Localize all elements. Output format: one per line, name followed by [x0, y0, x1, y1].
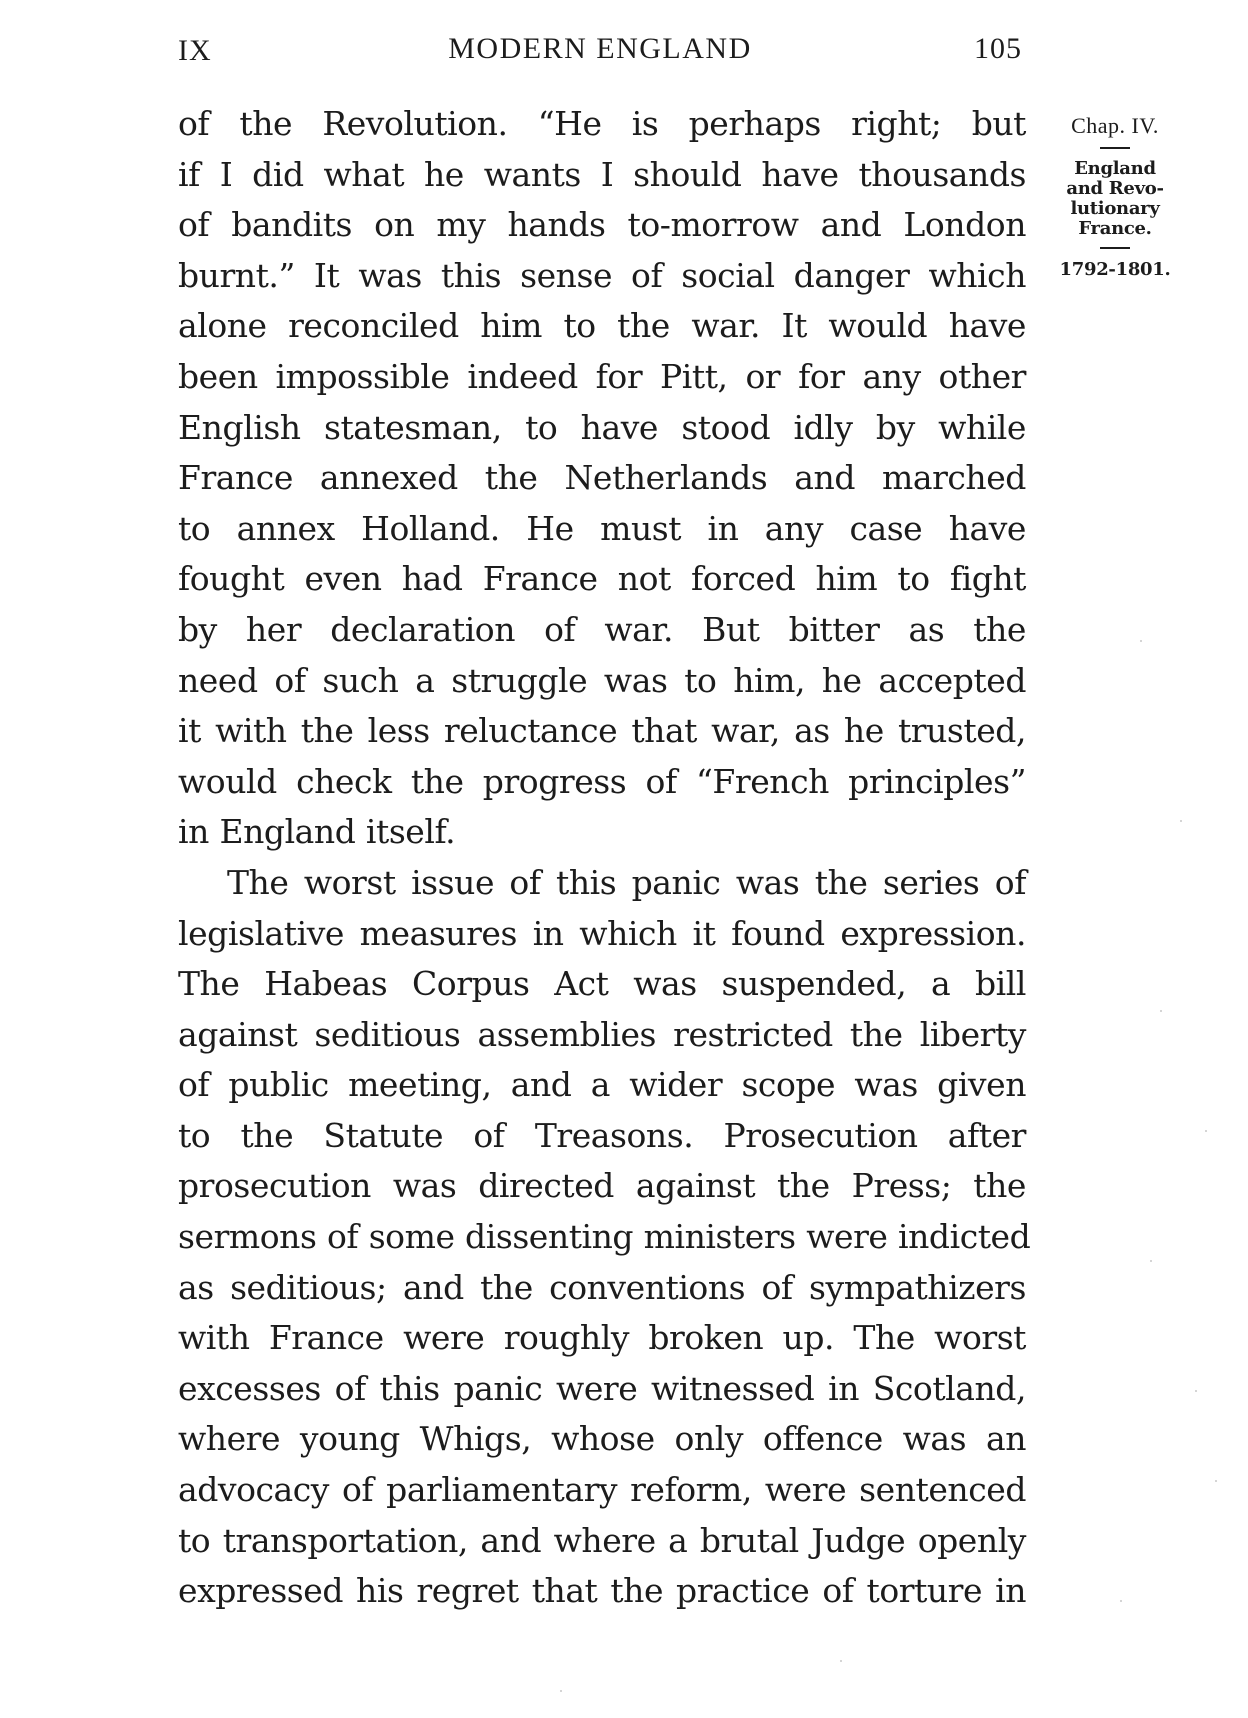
running-head	[178, 26, 1022, 70]
sidenote-rule	[1100, 147, 1130, 149]
sidenote-rule	[1100, 247, 1130, 249]
scan-speckle	[1180, 820, 1182, 822]
sidenote-dates: 1792-1801.	[1059, 259, 1171, 280]
text-line: it with the less reluctance that war, as he trusted,	[178, 711, 1026, 751]
text-line: against seditious assemblies restricted the liberty	[178, 1014, 1026, 1054]
text-line: by her declaration of war. But bitter as the	[178, 609, 1026, 649]
scan-speckle	[560, 1690, 562, 1692]
text-line: where young Whigs, whose only offence was an	[178, 1419, 1026, 1459]
text-line: English statesman, to have stood idly by while	[178, 407, 1026, 447]
text-line: excesses of this panic were witnessed in Scotland,	[178, 1368, 1026, 1408]
text-line: to the Statute of Treasons. Prosecution after	[178, 1115, 1026, 1155]
text-line: advocacy of parliamentary reform, were sentenced	[178, 1470, 1026, 1510]
text-line: legislative measures in which it found expression.	[178, 913, 1026, 953]
text-line: need of such a struggle was to him, he accepted	[178, 660, 1026, 700]
text-line: been impossible indeed for Pitt, or for any other	[178, 356, 1026, 396]
scan-speckle	[1215, 1480, 1217, 1482]
text-line: in England itself.	[178, 812, 456, 852]
body-text	[178, 99, 1031, 1617]
running-head-title: MODERN ENGLAND	[448, 32, 752, 65]
scan-speckle	[1205, 1130, 1207, 1132]
text-line: expressed his regret that the practice of torture in	[178, 1571, 1026, 1611]
text-line: to transportation, and where a brutal Judge openly	[178, 1520, 1026, 1560]
text-line: fought even had France not forced him to fight	[178, 559, 1026, 599]
sidenote-topic-line: lutionary	[1070, 198, 1160, 219]
sidenote-topic-line: and Revo-	[1066, 178, 1164, 199]
text-line: of public meeting, and a wider scope was given	[178, 1065, 1026, 1105]
text-line: of bandits on my hands to-morrow and London	[178, 205, 1026, 245]
scan-speckle	[1120, 1600, 1122, 1602]
marginal-sidenote	[1050, 113, 1180, 281]
scan-speckle	[1160, 1010, 1162, 1012]
text-line: sermons of some dissenting ministers were indicted	[178, 1217, 1031, 1257]
text-line: The Habeas Corpus Act was suspended, a bill	[178, 964, 1026, 1004]
text-line: burnt.” It was this sense of social danger which	[178, 255, 1026, 295]
scan-speckle	[840, 1660, 842, 1662]
text-line: alone reconciled him to the war. It would have	[178, 306, 1026, 346]
text-line: of the Revolution. “He is perhaps right; but	[178, 104, 1026, 143]
sidenote-chapter: Chap. IV.	[1071, 113, 1159, 138]
text-line: prosecution was directed against the Press; the	[178, 1166, 1026, 1206]
scan-speckle	[1140, 640, 1142, 642]
sidenote-topic-line: France.	[1078, 218, 1152, 239]
text-line: France annexed the Netherlands and marched	[178, 458, 1026, 498]
scan-speckle	[1195, 1390, 1197, 1392]
text-line: to annex Holland. He must in any case have	[178, 508, 1026, 548]
scan-speckle	[1150, 1260, 1152, 1262]
page-number: 105	[974, 32, 1022, 65]
paragraph-1	[178, 99, 1026, 858]
running-head-chapter-number: IX	[178, 34, 212, 67]
text-line: with France were roughly broken up. The worst	[178, 1318, 1026, 1358]
paragraph-2	[178, 858, 1031, 1617]
text-line: would check the progress of “French principles”	[178, 761, 1026, 801]
sidenote-topic-line: England	[1074, 158, 1156, 179]
text-line: The worst issue of this panic was the series of	[227, 862, 1026, 902]
text-line: if I did what he wants I should have thousands	[178, 154, 1026, 194]
text-line: as seditious; and the conventions of sympathizers	[178, 1267, 1026, 1307]
